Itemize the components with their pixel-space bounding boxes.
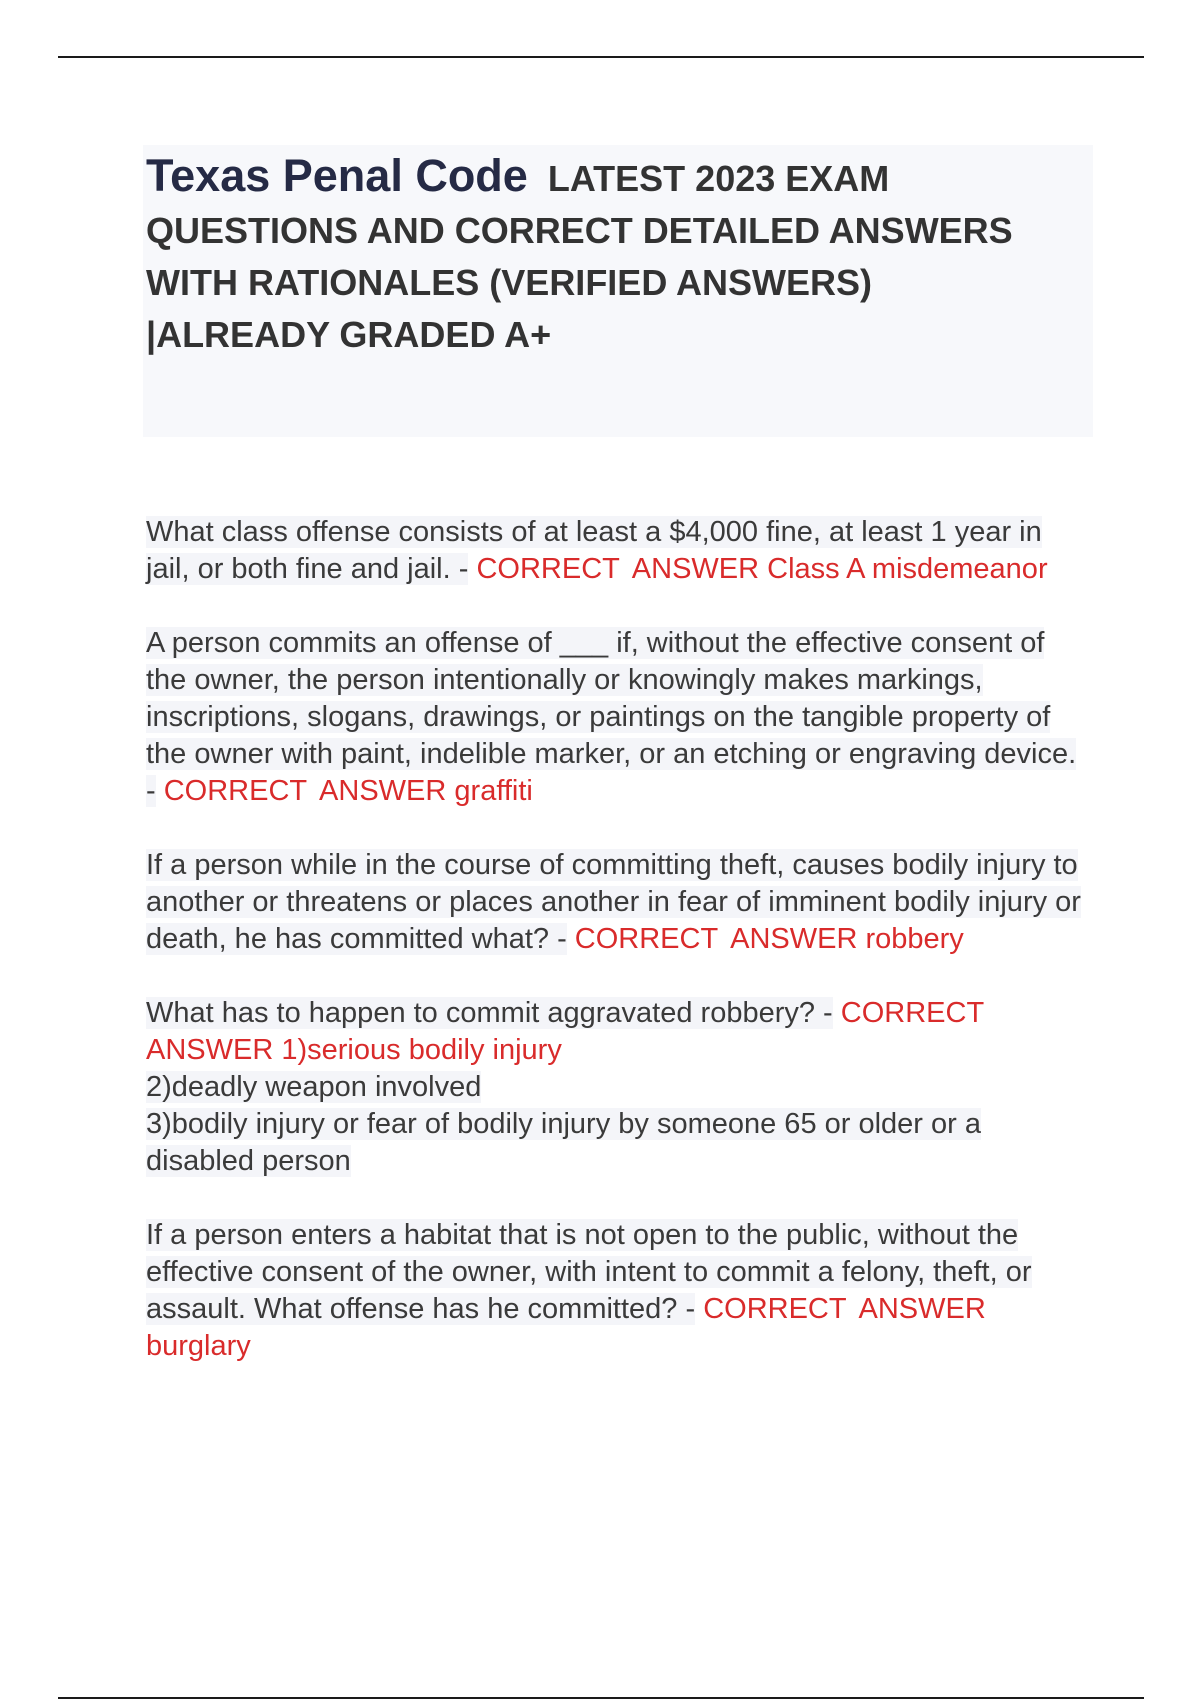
- question-text: If a person while in the course of committing theft, causes bodily injury to another or threatens or places another in fear of imminent bodily injury or death, he has committed what? -: [146, 849, 1081, 955]
- title-main: Texas Penal Code: [146, 150, 528, 201]
- bottom-divider: [58, 1697, 1144, 1699]
- document-title: [146, 150, 1046, 361]
- answer-text: burglary: [146, 1330, 251, 1362]
- qa-list: [146, 514, 1086, 1402]
- qa-item: [146, 847, 1086, 958]
- top-divider: [58, 56, 1144, 58]
- answer-continuation: [146, 1069, 1086, 1106]
- qa-item: [146, 514, 1086, 588]
- answer-label: CORRECT ANSWER: [574, 923, 858, 955]
- question-text: A person commits an offense of ___ if, without the effective consent of the owner, the person intentionally or knowingly makes markings, inscriptions, slogans, drawings, or paintings on the tangible property of the owner with paint, indelible marker, or an etching or engraving device. -: [146, 627, 1077, 807]
- answer-text: Class A misdemeanor: [767, 553, 1048, 585]
- answer-continuation-text: 2)deadly weapon involved: [146, 1071, 482, 1103]
- qa-item: [146, 625, 1086, 810]
- answer-label: CORRECT ANSWER: [163, 775, 447, 807]
- answer-text: 1)serious bodily injury: [281, 1034, 562, 1066]
- answer-continuation: [146, 1106, 1086, 1180]
- qa-item: [146, 1217, 1086, 1365]
- question-text: What has to happen to commit aggravated robbery? -: [146, 997, 833, 1029]
- answer-text: graffiti: [454, 775, 533, 807]
- qa-item: [146, 995, 1086, 1180]
- title-rest: LATEST 2023 EXAM QUESTIONS AND CORRECT DETAILED ANSWERS WITH RATIONALES (VERIFIED ANSWERS) |ALREADY GRADED A+: [146, 158, 1013, 355]
- answer-label: CORRECT ANSWER: [476, 553, 760, 585]
- answer-label: CORRECT ANSWER: [703, 1293, 986, 1325]
- answer-continuation-text: 3)bodily injury or fear of bodily injury by someone 65 or older or a disabled person: [146, 1108, 981, 1177]
- answer-label: CORRECT ANSWER: [146, 997, 984, 1066]
- title-block: [143, 145, 1093, 437]
- question-text: If a person enters a habitat that is not open to the public, without the effective consent of the owner, with intent to commit a felony, theft, or assault. What offense has he committed? -: [146, 1219, 1032, 1325]
- answer-text: robbery: [865, 923, 964, 955]
- question-text: What class offense consists of at least a $4,000 fine, at least 1 year in jail, or both fine and jail. -: [146, 516, 1042, 585]
